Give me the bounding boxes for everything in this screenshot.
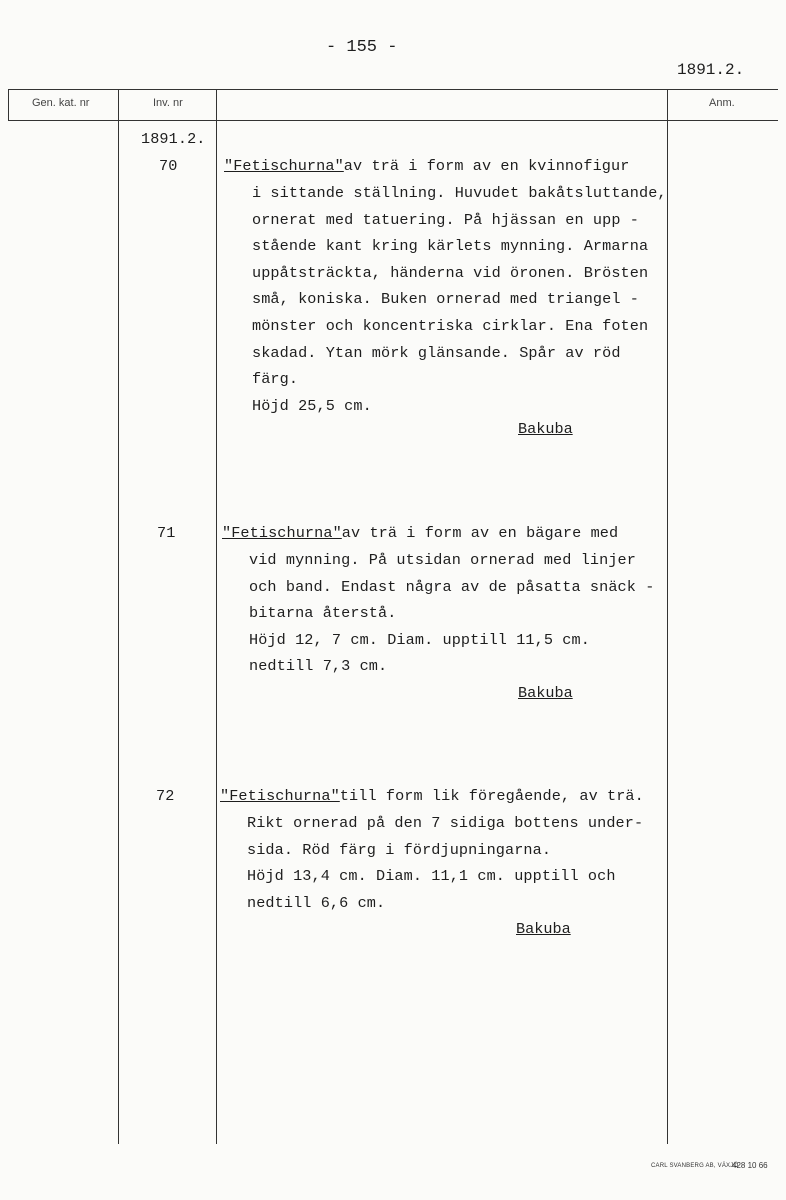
description-line: mönster och koncentriska cirklar. Ena foten [252, 316, 649, 335]
column-header-gen-kat-nr: Gen. kat. nr [32, 97, 90, 109]
entry-description [247, 810, 643, 916]
entry-first-line [222, 524, 618, 542]
column-divider-inv [216, 89, 217, 1144]
entry-first-line-rest: till form lik föregående, av trä. [339, 787, 644, 805]
culture-label: Bakuba [518, 684, 573, 702]
description-line: i sittande ställning. Huvudet bakåtsluttande, [252, 184, 667, 202]
printer-imprint: CARL SVANBERG AB, VÄXJÖ [651, 1163, 739, 1169]
description-line: vid mynning. På utsidan ornerad med linjer [249, 551, 636, 569]
entry-first-line-rest: av trä i form av en bägare med [341, 524, 619, 542]
description-line: färg. [252, 370, 299, 389]
object-name: "Fetischurna" [220, 787, 340, 805]
column-header-anm: Anm. [709, 97, 735, 109]
column-divider-gen [118, 89, 119, 1144]
description-line: Höjd 12, 7 cm. Diam. upptill 11,5 cm. [249, 630, 590, 649]
accession-reference: 1891.2. [677, 61, 745, 79]
header-top-rule [8, 89, 778, 90]
description-line: sida. Röd färg i fördjupningarna. [247, 840, 552, 859]
entry-description [252, 180, 667, 419]
column-divider-anm [667, 89, 668, 1144]
column-header-inv-nr: Inv. nr [153, 97, 183, 109]
description-line: och band. Endast några av de påsatta snäck - [249, 577, 655, 596]
entry-first-line-rest: av trä i form av en kvinnofigur [343, 157, 630, 175]
header-bottom-rule [8, 120, 778, 121]
description-line: små, koniska. Buken ornerad med triangel - [252, 290, 639, 309]
description-line: nedtill 7,3 cm. [249, 657, 388, 676]
group-label: 1891.2. [141, 130, 206, 148]
page-number: - 155 - [326, 38, 398, 57]
left-border [8, 89, 9, 121]
description-line: nedtill 6,6 cm. [247, 893, 386, 912]
inventory-number: 71 [157, 524, 176, 542]
description-line: uppåtsträckta, händerna vid öronen. Brösten [252, 263, 649, 282]
description-line: Höjd 13,4 cm. Diam. 11,1 cm. upptill och [247, 867, 616, 886]
entry-description [249, 547, 654, 680]
description-line: Rikt ornerad på den 7 sidiga bottens under- [247, 814, 644, 832]
object-name: "Fetischurna" [224, 157, 344, 175]
description-line: Höjd 25,5 cm. [252, 396, 372, 415]
inventory-number: 72 [156, 787, 175, 805]
description-line: ornerat med tatuering. På hjässan en upp - [252, 210, 639, 229]
inventory-number: 70 [159, 157, 178, 175]
description-line: skadad. Ytan mörk glänsande. Spår av röd [252, 343, 621, 362]
description-line: bitarna återstå. [249, 604, 397, 623]
object-name: "Fetischurna" [222, 524, 342, 542]
form-code: 428 10 66 [732, 1161, 768, 1170]
entry-first-line [224, 157, 629, 175]
culture-label: Bakuba [516, 920, 571, 938]
culture-label: Bakuba [518, 420, 573, 438]
entry-first-line [220, 787, 644, 805]
description-line: stående kant kring kärlets mynning. Armarna [252, 237, 649, 256]
